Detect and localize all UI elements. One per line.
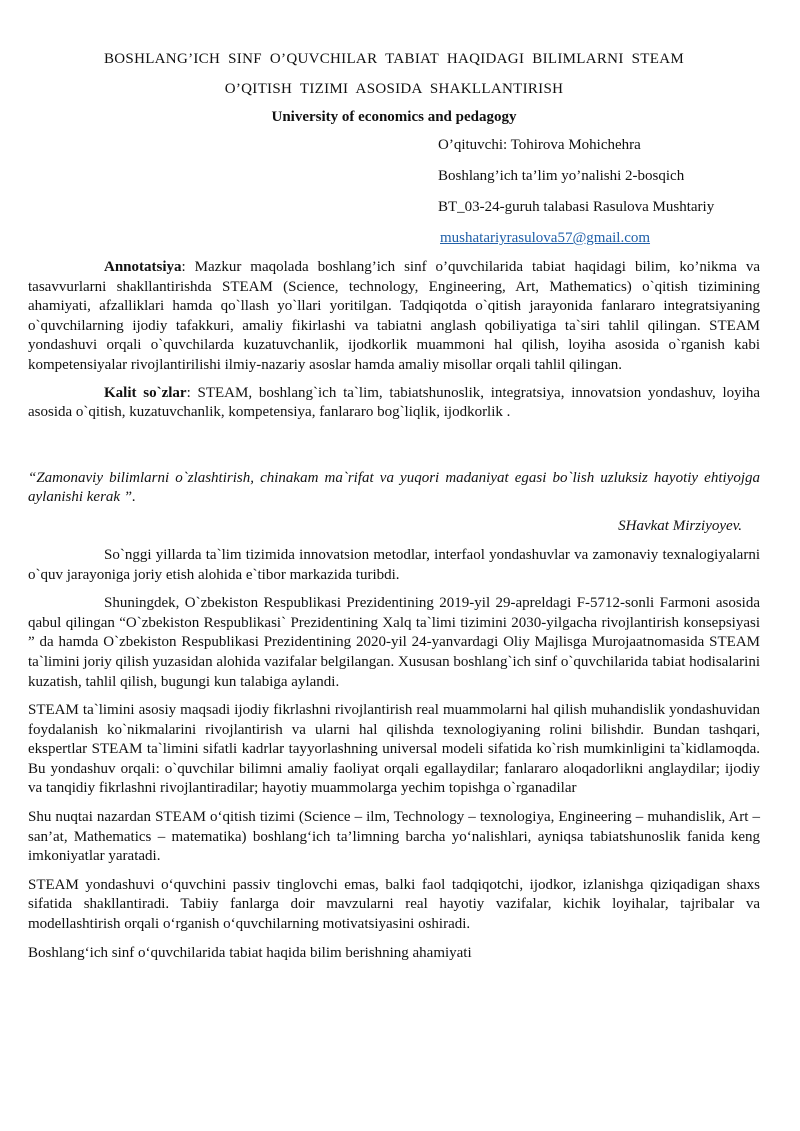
student-line: BT_03-24-guruh talabasi Rasulova Mushtariy	[438, 199, 715, 215]
abstract-paragraph	[28, 258, 760, 376]
section-heading: Boshlang‘ich sinf o‘quvchilarida tabiat haqida bilim berishning ahamiyati	[28, 944, 472, 961]
body-paragraph-1: So`nggi yillarda ta`lim tizimida innovatsion metodlar, interfaol yondashuvlar va zamonaviy texnalogiyalarni o`quv jarayoniga joriy etish alohida e`tibor markazida turibdi.	[28, 546, 760, 583]
document-page	[28, 44, 760, 963]
keywords-label: Kalit so`zlar	[104, 384, 187, 401]
abstract-text: : Mazkur maqolada boshlang’ich sinf o’quvchilarida tabiat haqidagi bilim, ko’nikma va tasavvurlarni shakllantirishda STEAM (Science, technology, Engineering, Art, Mathematics) o`qitish tizimining ahamiyati, afzalliklari hamda qo`llash yo`llari yoritilgan. Tadqiqotda o`qitish jarayonida fanlararo integratsiyaning o`quvchilarning ijodiy tafakkuri, amaliy fikirlashi va tabiatni anglash qobiliyatiga ta`siri tahlil qilingan. STEAM yondashuvi orqali o`quvchilarda kuzatuvchanlik, ijodkorlik muammoni hal qilish, loyiha asosida o`rganish kabi kompetensiyalar rivojlantirilishi ilmiy-nazariy asoslar hamda amaliy misollar orqali tahlil qilingan.	[28, 259, 760, 373]
abstract-label: Annotatsiya	[104, 259, 182, 275]
email-link[interactable]: mushatariyrasulova57@gmail.com	[440, 230, 651, 246]
epigraph-quote: “Zamonaviy bilimlarni o`zlashtirish, chinakam ma`rifat va yuqori madaniyat egasi bo`lish uzluksiz hayotiy ehtiyojga aylanishi kerak ”.	[28, 469, 760, 506]
program-line: Boshlang’ich ta’lim yo’nalishi 2-bosqich	[438, 168, 685, 184]
body-paragraph-2: Shuningdek, O`zbekiston Respublikasi Prezidentining 2019-yil 29-apreldagi F-5712-sonli Farmoni asosida qabul qilingan “O`zbekiston Respublikasi` Prezidentining Xalq ta`limi tizimini 2030-yilgacha rivojlantirish konsepsiyasi ” da hamda O`zbekiston Respublikasi Prezidentining 2020-yil 24-yanvardagi Oliy Majlisga Murojaatnomasida STEAM ta`limini joriy qilish yuzasidan alohida vazifalar belgilangan. Xususan boshlang`ich sinf o`quvchilarida tabiat hodisalarini kuzatish, tahlil qilish, bugungi kun talabiga aylandi.	[28, 595, 760, 690]
title-line-2: O’QITISH TIZIMI ASOSIDA SHAKLLANTIRISH	[224, 81, 564, 97]
body-paragraph-4: Shu nuqtai nazardan STEAM o‘qitish tizimi (Science – ilm, Technology – texnologiya, Engineering – muhandislik, Art – san’at, Mathematics – matematika) boshlang‘ich ta’limning barcha yo‘nalishlari, ayniqsa tabiatshunoslik fanida keng imkoniyatlar yaratadi.	[28, 809, 760, 865]
email-line	[28, 223, 760, 254]
body-paragraph-3: STEAM ta`limini asosiy maqsadi ijodiy fikrlashni rivojlantirish real muammolarni hal qilish muhandislik yondashuvidan foydalanish ko`nikmalarini rivojlantirish va ularni hal qilishda texnologiyaning rolini bilishdir. Bundan tashqari, ekspertlar STEAM ta`limini sifatli kadrlar tayyorlashning universal modeli sifatida ko`rish mumkinligini ta`kidlamoqda. Bu yondashuv orqali: o`quvchilar bilimni amaliy faoliyat orqali egallaydilar; fanlararo aloqadorlikni anglaydilar; ijodiy va tanqidiy fikrlashni rivojlantiradilar; hayotiy muammolarga yechim topishga o`rganadilar	[28, 702, 760, 797]
title-line-1: BOSHLANG’ICH SINF O’QUVCHILAR TABIAT HAQIDAGI BILIMLARNI STEAM	[104, 51, 684, 67]
university-name	[28, 104, 760, 130]
keywords-paragraph	[28, 384, 760, 423]
university-text: University of economics and pedagogy	[271, 109, 517, 125]
epigraph-author: SHavkat Mirziyoyev.	[618, 517, 742, 534]
teacher-line: O’qituvchi: Tohirova Mohichehra	[438, 137, 641, 153]
keywords-text: : STEAM, boshlang`ich ta`lim, tabiatshunoslik, integratsiya, innovatsion yondashuv, loyiha asosida o`qitish, kuzatuvchanlik, kompetensiya, fanlararo bog`liqlik, ijodkorlik .	[28, 384, 760, 421]
body-paragraph-5: STEAM yondashuvi o‘quvchini passiv tinglovchi emas, balki faol tadqiqotchi, ijodkor, izlanishga qiziqadigan shaxs sifatida shakllantiradi. Tabiiy fanlarga doir mavzularni real hayotiy vazifalar, kichik loyihalar, tajribalar va modellashtirish orqali o‘rganish o‘quvchilarning motivatsiyasini oshiradi.	[28, 876, 760, 933]
